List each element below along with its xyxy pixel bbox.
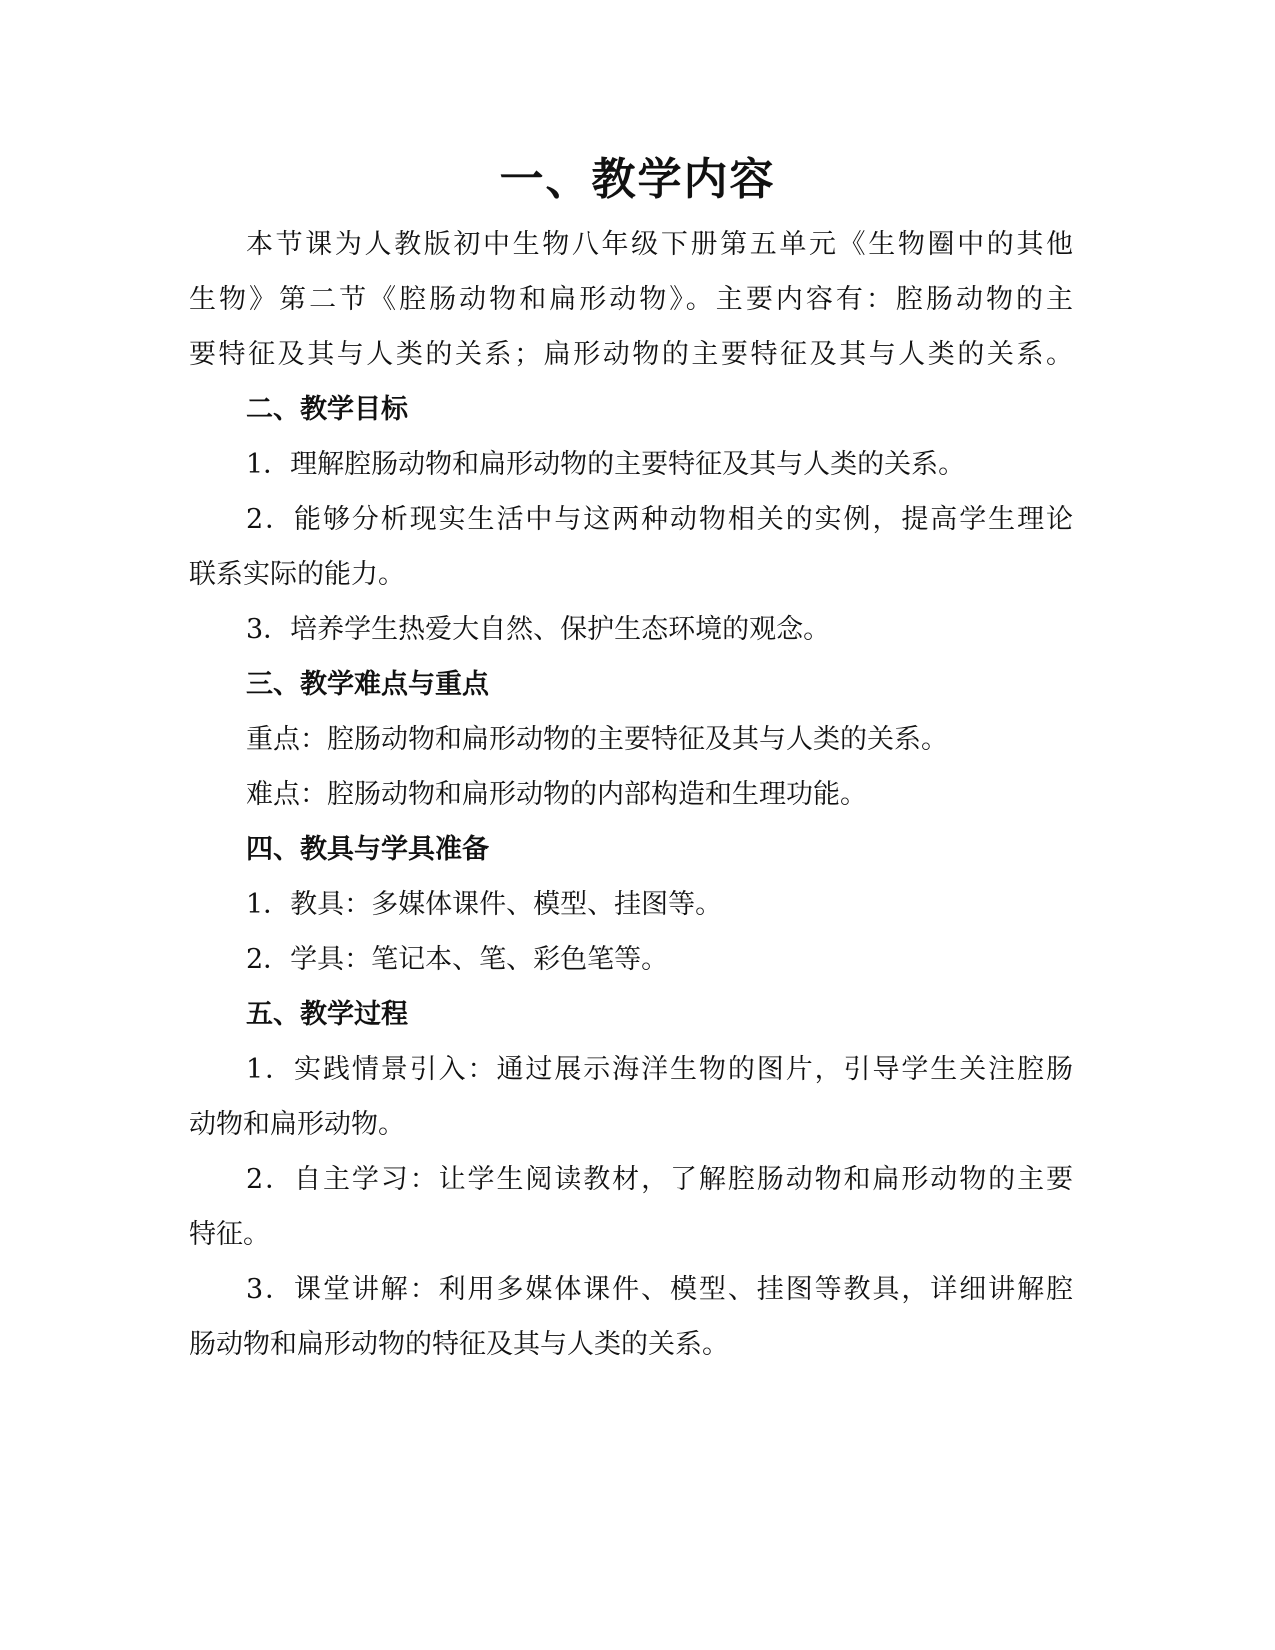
goal-item-2-line-2: 联系实际的能力。 [189, 559, 405, 590]
process-item-1-line-2: 动物和扁形动物。 [189, 1109, 405, 1140]
difficulty-point: 难点：腔肠动物和扁形动物的内部构造和生理功能。 [246, 779, 867, 810]
goal-item-3: 3．培养学生热爱大自然、保护生态环境的观念。 [246, 614, 831, 645]
tools-item-1: 1．教具：多媒体课件、模型、挂图等。 [246, 889, 723, 920]
heading-tools: 四、教具与学具准备 [246, 834, 489, 865]
process-item-2-line-2: 特征。 [189, 1219, 270, 1250]
intro-line-3: 要特征及其与人类的关系；扁形动物的主要特征及其与人类的关系。 [189, 339, 1073, 370]
heading-goals: 二、教学目标 [246, 394, 408, 425]
goal-item-2-line-1: 2．能够分析现实生活中与这两种动物相关的实例，提高学生理论 [246, 504, 1073, 535]
tools-item-2: 2．学具：笔记本、笔、彩色笔等。 [246, 944, 669, 975]
goal-item-1: 1．理解腔肠动物和扁形动物的主要特征及其与人类的关系。 [246, 449, 966, 480]
page-title: 一、教学内容 [499, 154, 776, 205]
process-item-2-line-1: 2．自主学习：让学生阅读教材，了解腔肠动物和扁形动物的主要 [246, 1164, 1073, 1195]
intro-line-1: 本节课为人教版初中生物八年级下册第五单元《生物圈中的其他 [246, 229, 1073, 260]
heading-key-points: 三、教学难点与重点 [246, 669, 489, 700]
process-item-3-line-1: 3．课堂讲解：利用多媒体课件、模型、挂图等教具，详细讲解腔 [246, 1274, 1073, 1305]
process-item-1-line-1: 1．实践情景引入：通过展示海洋生物的图片，引导学生关注腔肠 [246, 1054, 1073, 1085]
heading-process: 五、教学过程 [246, 999, 408, 1030]
intro-line-2: 生物》第二节《腔肠动物和扁形动物》。主要内容有：腔肠动物的主 [189, 284, 1073, 315]
key-point: 重点：腔肠动物和扁形动物的主要特征及其与人类的关系。 [246, 724, 948, 755]
process-item-3-line-2: 肠动物和扁形动物的特征及其与人类的关系。 [189, 1329, 729, 1360]
